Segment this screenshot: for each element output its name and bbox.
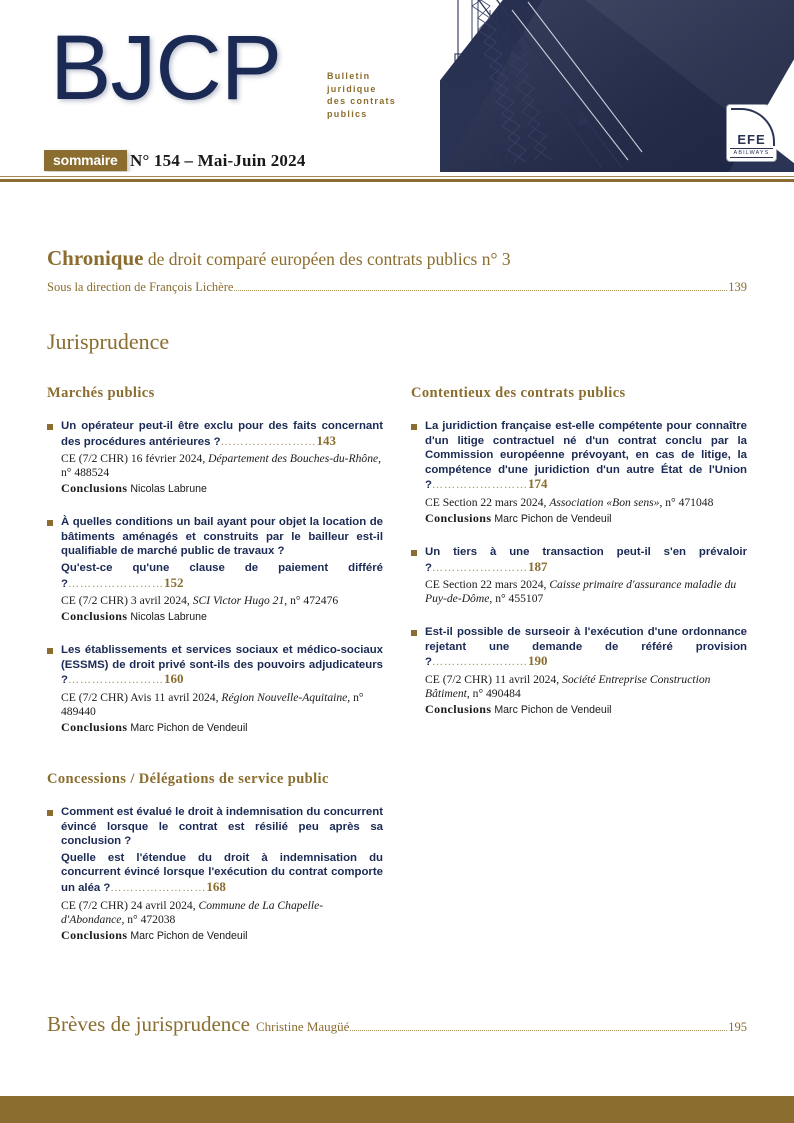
toc-entry-page-number: 152 — [163, 574, 184, 590]
reference-case-name: Société Entreprise Construction Bâtiment — [425, 672, 711, 700]
toc-entry-question — [61, 805, 383, 849]
reference-number: , n° 472038 — [121, 912, 176, 926]
table-of-contents — [0, 186, 794, 1037]
reference-prefix: CE (7/2 CHR) 16 février 2024, — [61, 452, 209, 466]
dot-leader: …………………… — [431, 656, 528, 669]
toc-entry-question — [425, 545, 747, 575]
conclusions-label: Conclusions — [61, 481, 128, 496]
toc-entry-page-number: 160 — [163, 671, 184, 687]
dot-leader: …………………… — [431, 561, 528, 574]
toc-left-column — [47, 385, 383, 962]
toc-entry-conclusions — [61, 928, 383, 943]
chronique-title-lead: Chronique — [47, 246, 144, 270]
bullet-square-icon — [47, 424, 53, 430]
bullet-square-icon — [411, 424, 417, 430]
dot-leader — [234, 289, 727, 291]
toc-entry-question — [425, 419, 747, 493]
question-text: Les établissements et services sociaux et médico-sociaux (ESSMS) de droit privé sont-ils des pouvoirs adjudicateurs ? — [61, 644, 383, 687]
footer-bar — [0, 1096, 794, 1123]
toc-entry[interactable] — [47, 805, 383, 943]
crane-illustration — [450, 0, 700, 172]
dot-leader — [350, 1029, 727, 1031]
subtitle-line-2: juridique — [327, 83, 377, 94]
toc-entry-reference — [425, 496, 747, 510]
subtitle-line-4: publics — [327, 108, 368, 119]
toc-entry-conclusions — [425, 702, 747, 717]
reference-prefix: CE (7/2 CHR) Avis 11 avril 2024, — [61, 690, 222, 704]
toc-entry-page-number: 174 — [527, 476, 548, 492]
reference-number: , n° 471048 — [659, 495, 714, 509]
dot-leader: …………………… — [110, 881, 207, 894]
reference-prefix: CE Section 22 mars 2024, — [425, 578, 550, 592]
toc-entry[interactable] — [47, 643, 383, 735]
toc-entry-page-number: 143 — [316, 432, 337, 448]
toc-section-heading: Concessions / Délégations de service public — [47, 770, 329, 787]
dot-leader: …………………… — [431, 479, 528, 492]
toc-right-column — [411, 385, 747, 962]
conclusions-label: Conclusions — [61, 927, 128, 942]
breves-row[interactable] — [47, 1012, 747, 1037]
toc-entry-reference — [425, 578, 747, 606]
question-text: À quelles conditions un bail ayant pour objet la location de bâtiments aménagés et construits par le bailleur est-il qualifiable de marché public de travaux ? — [61, 516, 383, 558]
chronique-block — [47, 246, 747, 295]
toc-entry[interactable] — [411, 625, 747, 717]
toc-entry-conclusions — [61, 720, 383, 735]
reference-number: , n° 488524 — [61, 452, 382, 480]
toc-entry[interactable] — [411, 545, 747, 606]
question-text: Un tiers à une transaction peut-il s'en prévaloir ? — [425, 545, 747, 574]
toc-entry-question — [61, 643, 383, 688]
toc-section-heading: Contentieux des contrats publics — [411, 385, 626, 401]
subtitle-line-1: Bulletin — [327, 71, 371, 81]
page-header — [0, 0, 794, 172]
subtitle-line-3: des contrats — [327, 96, 397, 106]
toc-entry[interactable] — [411, 419, 747, 526]
toc-entry-question — [61, 419, 383, 449]
bullet-square-icon — [47, 520, 53, 526]
toc-entry-page-number: 187 — [527, 558, 548, 574]
reference-prefix: CE (7/2 CHR) 11 avril 2024, — [425, 672, 563, 686]
dot-leader: …………………… — [67, 577, 164, 590]
sommaire-row — [0, 150, 794, 172]
reference-prefix: CE (7/2 CHR) 3 avril 2024, — [61, 594, 193, 608]
chronique-editor: Sous la direction de François Lichère — [47, 280, 234, 294]
toc-entry[interactable] — [47, 515, 383, 624]
chronique-title — [47, 246, 747, 271]
toc-entry[interactable] — [47, 419, 383, 496]
question-text: Un opérateur peut-il être exclu pour des faits concernant des procédures antérieures ? — [61, 420, 383, 448]
toc-columns — [47, 385, 747, 962]
question-text: La juridiction française est-elle compétente pour connaître d'un litige contractuel né d'un contrat conclu par la Commission européenne prévoyant, en cas de litige, la compétence d'une juridiction d'un autre État de l'Union ? — [425, 420, 747, 492]
bullet-square-icon — [411, 550, 417, 556]
bullet-square-icon — [47, 810, 53, 816]
toc-section-heading: Marchés publics — [47, 385, 155, 401]
reference-number: , n° 489440 — [61, 690, 364, 718]
header-rule-thin — [0, 176, 794, 177]
bullet-square-icon — [47, 648, 53, 654]
reference-number: , n° 490484 — [466, 686, 521, 700]
reference-case-name: Caisse primaire d'assurance maladie du Puy-de-Dôme — [425, 578, 737, 606]
reference-prefix: CE (7/2 CHR) 24 avril 2024, — [61, 898, 199, 912]
conclusions-author: Marc Pichon de Vendeuil — [494, 703, 612, 716]
reference-number: , n° 455107 — [489, 592, 544, 606]
efe-logo-text: EFE — [737, 132, 766, 147]
toc-entry-question — [425, 625, 747, 670]
question-text: Quelle est l'étendue du droit à indemnisation du concurrent évincé lorsque l'exécution du contrat comporte un aléa ? — [61, 851, 383, 894]
dot-leader: …………………… — [220, 435, 317, 448]
toc-entry-reference — [61, 594, 383, 608]
bjcp-wordmark: BJCP — [50, 17, 282, 119]
dot-leader: …………………… — [67, 674, 164, 687]
toc-entry-conclusions — [61, 481, 383, 496]
chronique-title-rest: de droit comparé européen des contrats publics n° 3 — [143, 249, 511, 269]
breves-page-number: 195 — [728, 1019, 747, 1034]
bullet-square-icon — [411, 630, 417, 636]
toc-entry-question — [61, 515, 383, 559]
conclusions-author: Marc Pichon de Vendeuil — [130, 721, 248, 734]
reference-case-name: Association «Bon sens» — [549, 495, 660, 509]
reference-case-name: SCI Victor Hugo 21 — [192, 594, 285, 608]
jurisprudence-heading: Jurisprudence — [47, 329, 170, 354]
conclusions-author: Marc Pichon de Vendeuil — [130, 929, 248, 942]
toc-entry-reference — [425, 673, 747, 701]
reference-number: , n° 472476 — [284, 594, 339, 608]
toc-entry-conclusions — [425, 511, 747, 526]
reference-case-name: Département des Bouches-du-Rhône — [208, 452, 379, 466]
breves-title: Brèves de jurisprudence — [47, 1011, 250, 1036]
breves-author: Christine Maugüé — [255, 1018, 350, 1034]
question-text: Comment est évalué le droit à indemnisation du concurrent évincé lorsque le contrat est résilié peu après sa conclusion ? — [61, 805, 383, 848]
toc-entry-page-number: 168 — [206, 878, 226, 894]
toc-entry-reference — [61, 452, 383, 480]
header-rule-thick — [0, 179, 794, 182]
sommaire-badge: sommaire — [44, 150, 127, 171]
toc-entry-question — [61, 561, 383, 591]
toc-entry-page-number: 190 — [527, 653, 548, 669]
toc-entry-conclusions — [61, 609, 383, 624]
header-crane-photo — [440, 0, 794, 172]
publication-subtitle — [327, 70, 396, 120]
question-text: Est-il possible de surseoir à l'exécution d'une ordonnance rejetant une demande de référé provision ? — [425, 626, 747, 669]
conclusions-author: Nicolas Labrune — [130, 611, 207, 624]
conclusions-label: Conclusions — [61, 609, 128, 624]
chronique-page-number: 139 — [728, 280, 747, 294]
toc-entry-reference — [61, 899, 383, 927]
conclusions-label: Conclusions — [425, 701, 492, 716]
reference-case-name: Région Nouvelle-Aquitaine — [221, 690, 348, 704]
chronique-editor-row[interactable] — [47, 280, 747, 295]
conclusions-author: Nicolas Labrune — [130, 483, 207, 496]
conclusions-author: Marc Pichon de Vendeuil — [494, 512, 612, 525]
toc-entry-question — [61, 851, 383, 896]
question-text: Qu'est-ce qu'une clause de paiement différé ? — [61, 561, 383, 590]
issue-number-date: N° 154 – Mai-Juin 2024 — [130, 151, 306, 170]
efe-logo-subtext: ABILWAYS — [730, 148, 773, 158]
reference-case-name: Commune de La Chapelle-d'Abondance — [61, 898, 324, 926]
toc-entry-reference — [61, 691, 383, 719]
reference-prefix: CE Section 22 mars 2024, — [425, 495, 550, 509]
conclusions-label: Conclusions — [61, 719, 128, 734]
conclusions-label: Conclusions — [425, 510, 492, 525]
